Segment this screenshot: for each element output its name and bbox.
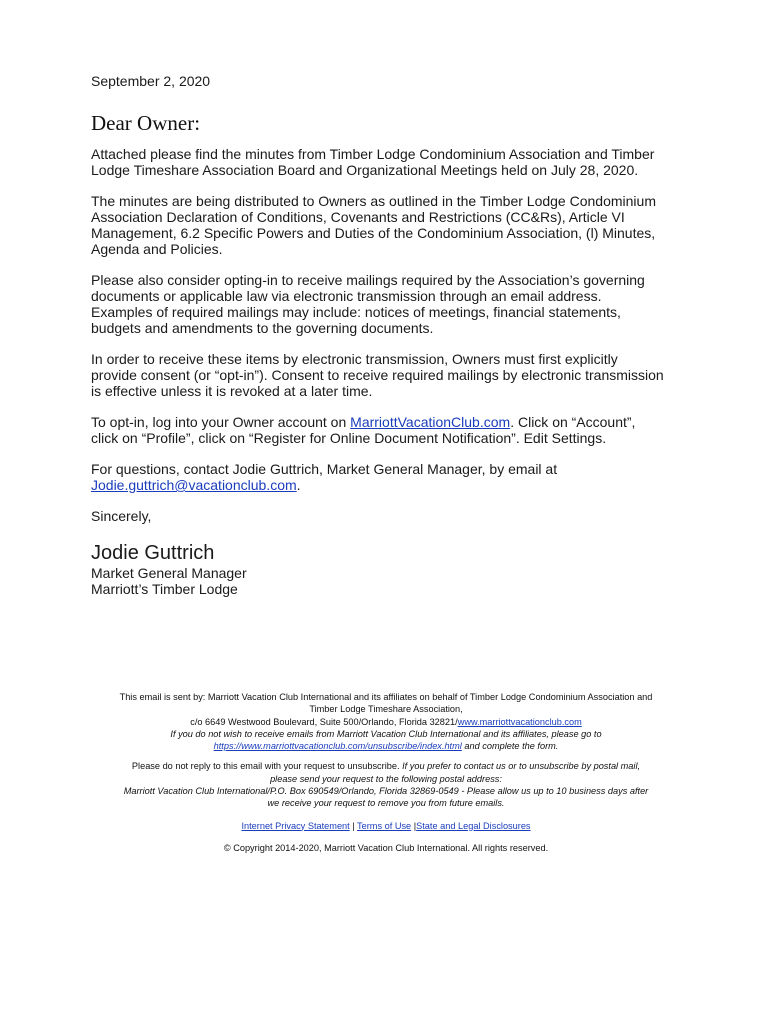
letter-body [91,72,666,597]
unsubscribe-link[interactable]: https://www.marriottvacationclub.com/unsubscribe/index.html [213,741,462,752]
opt-in-text-prefix: To opt-in, log into your Owner account on [91,414,351,430]
link-separator: | [411,820,417,831]
paragraph-questions [91,461,666,493]
footer-postal-line2: Marriott Vacation Club International/P.O. Box 690549/Orlando, Florida 32869-0549 - Please allow us up to 10 business days after [123,786,649,797]
privacy-statement-link[interactable]: Internet Privacy Statement [241,820,350,831]
unsubscribe-suffix: and complete the form. [461,741,559,752]
signature-title: Market General Manager [91,565,247,581]
footer-legal-links [86,820,686,832]
legal-disclosures-link[interactable]: State and Legal Disclosures [416,820,531,831]
paragraph-minutes-attached: Attached please find the minutes from Timber Lodge Condominium Association and Timber Lodge Timeshare Association Board and Organizational Meetings held on July 28, 2020. [91,146,655,178]
opt-in-text-suffix: . Click on “Account”, click on “Profile”, click on “Register for Online Document Notification”. Edit Settings. [91,414,636,446]
terms-of-use-link[interactable]: Terms of Use [357,820,412,831]
salutation: Dear Owner: [91,111,201,135]
footer-website-link[interactable]: www.marriottvacationclub.com [457,716,582,727]
footer-sent-by-line1: This email is sent by: Marriott Vacation Club International and its affiliates on behalf of Timber Lodge Condominium Association and [119,692,653,702]
footer-sent-by-line2: Timber Lodge Timeshare Association, [309,704,463,715]
letter-date: September 2, 2020 [91,73,211,89]
questions-text-suffix: . [296,477,301,493]
closing: Sincerely, [91,508,152,524]
paragraph-opt-in: Please also consider opting-in to receive mailings required by the Association’s governing documents or applicable law via electronic transmission through an email address. Examples of required mailings may include: notices of meetings, financial statements, budgets and amendments to the governing documents. [91,272,645,336]
noreply-text: Please do not reply to this email with your request to unsubscribe. [131,761,403,772]
paragraph-opt-in-instructions [91,414,666,446]
email-footer [86,691,686,854]
footer-unsubscribe-line1: If you do not wish to receive emails from Marriott Vacation Club International and its affiliates, please go to [170,728,602,739]
footer-address-text: c/o 6649 Westwood Boulevard, Suite 500/Orlando, Florida 32821/ [190,716,458,727]
paragraph-consent: In order to receive these items by electronic transmission, Owners must first explicitly provide consent (or “opt-in”). Consent to receive required mailings by electronic transmission is effective unless it is revoked at a later time. [91,351,664,399]
footer-address [86,716,686,728]
signature-organization: Marriott’s Timber Lodge [91,581,238,597]
marriott-vacation-club-link[interactable]: MarriottVacationClub.com [350,414,511,430]
footer-postal-line1: please send your request to the following postal address: [270,773,502,784]
signature-name: Jodie Guttrich [91,542,215,564]
footer-unsubscribe-line2 [86,740,686,752]
footer-copyright: © Copyright 2014-2020, Marriott Vacation Club International. All rights reserved. [223,842,549,853]
footer-noreply [86,760,686,772]
noreply-postal-intro: If you prefer to contact us or to unsubscribe by postal mail, [402,761,641,772]
footer-postal-line3: we receive your request to remove you from future emails. [267,798,505,809]
link-separator: | [349,820,358,831]
paragraph-distribution: The minutes are being distributed to Owners as outlined in the Timber Lodge Condominium Association Declaration of Conditions, Covenants and Restrictions (CC&Rs), Article VI Management, 6.2 Specific Powers and Duties of the Condominium Association, (l) Minutes, Agenda and Policies. [91,193,656,257]
contact-email-link[interactable]: Jodie.guttrich@vacationclub.com [91,477,297,493]
footer-spacer [86,752,686,760]
questions-text-prefix: For questions, contact Jodie Guttrich, Market General Manager, by email at [91,461,558,477]
